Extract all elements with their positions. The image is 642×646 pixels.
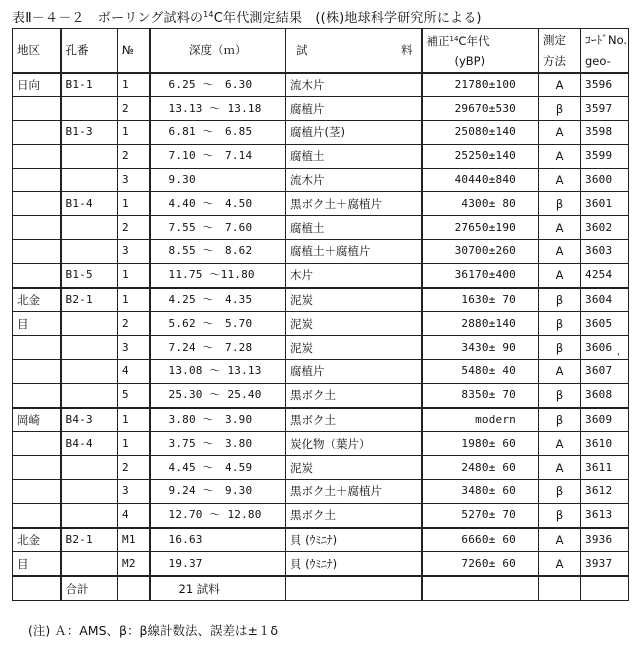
cell-no: 1 [118, 121, 150, 145]
header-depth: 深度（ｍ） [150, 29, 286, 73]
cell-method: A [539, 528, 581, 552]
cell-depth: 12.70 ～ 12.80 [150, 503, 286, 527]
cell-depth: 5.62 ～ 5.70 [150, 312, 286, 336]
cell-age: 40440±840 [422, 168, 539, 192]
cell-sample: 流木片 [286, 168, 422, 192]
cell-hole [61, 336, 118, 360]
cell-code: 3613 [581, 503, 629, 527]
cell-sample: 泥炭 [286, 456, 422, 480]
cell-no: 4 [118, 503, 150, 527]
cell-code: 4254 [581, 263, 629, 287]
table-row [13, 336, 629, 360]
cell-age: 5480± 40 [422, 360, 539, 384]
cell-depth: 7.10 ～ 7.14 [150, 144, 286, 168]
cell-depth: 3.75 ～ 3.80 [150, 432, 286, 456]
footnote: (注) Ａ：AMS、β：β線計数法、誤差は±１δ [28, 623, 279, 638]
cell-total-label: 合計 [61, 576, 118, 600]
cell-no: M2 [118, 552, 150, 576]
cell-age: 6660± 60 [422, 528, 539, 552]
cell-area [13, 360, 61, 384]
cell-hole [61, 480, 118, 504]
cell-sample: 黒ボク土 [286, 383, 422, 407]
cell-no: 1 [118, 432, 150, 456]
cell-method: β [539, 336, 581, 360]
table-row [13, 480, 629, 504]
cell-depth: 9.24 ～ 9.30 [150, 480, 286, 504]
cell-no: 3 [118, 336, 150, 360]
cell-age: 7260± 60 [422, 552, 539, 576]
cell-hole [61, 503, 118, 527]
cell-sample: 泥炭 [286, 336, 422, 360]
cell-depth: 11.75 ～11.80 [150, 263, 286, 287]
table-row [13, 97, 629, 121]
cell-age: 21780±100 [422, 73, 539, 97]
cell-age: 25250±140 [422, 144, 539, 168]
cell-sample: 黒ボク土＋腐植片 [286, 480, 422, 504]
cell-sample: 貝 (ｳﾐﾆﾅ) [286, 552, 422, 576]
cell-hole [61, 240, 118, 264]
cell-method: β [539, 192, 581, 216]
table-row [13, 383, 629, 407]
cell-hole [61, 456, 118, 480]
cell-depth: 19.37 [150, 552, 286, 576]
table-row [13, 456, 629, 480]
cell-code: 3936 [581, 528, 629, 552]
cell-method: β [539, 408, 581, 432]
cell-depth: 7.55 ～ 7.60 [150, 216, 286, 240]
title-suffix: C年代測定結果 ((株)地球科学研究所による) [213, 11, 482, 26]
cell-hole: B1-4 [61, 192, 118, 216]
cell-hole [61, 97, 118, 121]
cell-sample: 腐植土 [286, 216, 422, 240]
table-row [13, 168, 629, 192]
cell-code: 3608 [581, 383, 629, 407]
cell-depth: 13.08 ～ 13.13 [150, 360, 286, 384]
cell-total-sample [286, 576, 422, 600]
cell-age: modern [422, 408, 539, 432]
cell-code: 3612 [581, 480, 629, 504]
cell-code: 3600 [581, 168, 629, 192]
cell-hole: B1-3 [61, 121, 118, 145]
cell-code: 3610 [581, 432, 629, 456]
cell-depth: 4.40 ～ 4.50 [150, 192, 286, 216]
cell-no: 1 [118, 263, 150, 287]
cell-method: A [539, 240, 581, 264]
cell-total-area [13, 576, 61, 600]
cell-total-method [539, 576, 581, 600]
cell-area [13, 192, 61, 216]
cell-age: 8350± 70 [422, 383, 539, 407]
cell-area: 日向 [13, 73, 61, 97]
cell-depth: 3.80 ～ 3.90 [150, 408, 286, 432]
cell-area [13, 503, 61, 527]
cell-code: 3605 [581, 312, 629, 336]
cell-hole [61, 144, 118, 168]
cell-area [13, 383, 61, 407]
cell-area [13, 263, 61, 287]
cell-age: 2880±140 [422, 312, 539, 336]
cell-sample: 黒ボク土 [286, 503, 422, 527]
cell-hole [61, 216, 118, 240]
cell-depth: 16.63 [150, 528, 286, 552]
table-row [13, 503, 629, 527]
cell-depth: 9.30 [150, 168, 286, 192]
cell-method: A [539, 121, 581, 145]
cell-area [13, 216, 61, 240]
cell-age: 1630± 70 [422, 288, 539, 312]
cell-hole [61, 360, 118, 384]
cell-no: 3 [118, 240, 150, 264]
cell-method: β [539, 480, 581, 504]
cell-area [13, 121, 61, 145]
cell-hole [61, 552, 118, 576]
cell-age: 3480± 60 [422, 480, 539, 504]
cell-method: β [539, 312, 581, 336]
cell-sample: 流木片 [286, 73, 422, 97]
header-method: 測定 [539, 29, 581, 52]
table-row [13, 528, 629, 552]
cell-sample: 泥炭 [286, 288, 422, 312]
cell-age: 2480± 60 [422, 456, 539, 480]
cell-method: β [539, 383, 581, 407]
cell-code: 3604 [581, 288, 629, 312]
header-no: № [118, 29, 150, 73]
header-sample-right: 料 [401, 43, 413, 58]
cell-age: 36170±400 [422, 263, 539, 287]
table-row [13, 288, 629, 312]
cell-no: 1 [118, 73, 150, 97]
cell-code: 3602 [581, 216, 629, 240]
table-row [13, 312, 629, 336]
cell-area [13, 97, 61, 121]
cell-hole: B4-3 [61, 408, 118, 432]
table-row [13, 432, 629, 456]
cell-no: 1 [118, 408, 150, 432]
cell-area: 北金 [13, 528, 61, 552]
cell-age: 4300± 80 [422, 192, 539, 216]
cell-no: 3 [118, 480, 150, 504]
cell-sample: 貝 (ｳﾐﾆﾅ) [286, 528, 422, 552]
cell-code: 3599 [581, 144, 629, 168]
header-sample-left: 試 [296, 43, 308, 58]
cell-area [13, 240, 61, 264]
cell-code: 3611 [581, 456, 629, 480]
cell-depth: 25.30 ～ 25.40 [150, 383, 286, 407]
cell-no: 4 [118, 360, 150, 384]
cell-area [13, 456, 61, 480]
cell-area: 目 [13, 312, 61, 336]
cell-sample: 腐植土 [286, 144, 422, 168]
cell-hole: B4-4 [61, 432, 118, 456]
cell-code: 3601 [581, 192, 629, 216]
table-row [13, 240, 629, 264]
cell-age: 5270± 70 [422, 503, 539, 527]
cell-sample: 腐植片 [286, 97, 422, 121]
cell-method: A [539, 263, 581, 287]
cell-code: 3609 [581, 408, 629, 432]
cell-age: 29670±530 [422, 97, 539, 121]
cell-depth: 13.13 ～ 13.18 [150, 97, 286, 121]
title-prefix: 表Ⅱ－４－２ ボーリング試料の [12, 11, 204, 26]
header-sample [286, 29, 422, 73]
cell-hole: B2-1 [61, 288, 118, 312]
table-row [13, 263, 629, 287]
cell-sample: 腐植片(茎) [286, 121, 422, 145]
cell-code: 3937 [581, 552, 629, 576]
cell-depth: 7.24 ～ 7.28 [150, 336, 286, 360]
cell-no: 3 [118, 168, 150, 192]
cell-hole: B1-1 [61, 73, 118, 97]
cell-method: A [539, 73, 581, 97]
cell-depth: 8.55 ～ 8.62 [150, 240, 286, 264]
cell-code: 3603 [581, 240, 629, 264]
cell-method: A [539, 552, 581, 576]
cell-area [13, 168, 61, 192]
cell-area: 北金 [13, 288, 61, 312]
cell-depth: 6.25 ～ 6.30 [150, 73, 286, 97]
table-row [13, 73, 629, 97]
title-superscript: 14 [203, 10, 214, 19]
cell-no: 1 [118, 192, 150, 216]
cell-total-age [422, 576, 539, 600]
cell-code: 3598 [581, 121, 629, 145]
cell-sample: 腐植土＋腐植片 [286, 240, 422, 264]
cell-area [13, 144, 61, 168]
header-row-1 [13, 29, 629, 52]
table-title [12, 4, 638, 26]
cell-area [13, 432, 61, 456]
cell-area: 目 [13, 552, 61, 576]
cell-method: A [539, 168, 581, 192]
cell-total-no [118, 576, 150, 600]
table-body [13, 73, 629, 601]
cell-sample: 泥炭 [286, 312, 422, 336]
table-row [13, 216, 629, 240]
table-row [13, 144, 629, 168]
cell-age: 25080±140 [422, 121, 539, 145]
cell-age: 30700±260 [422, 240, 539, 264]
header-area: 地区 [13, 29, 61, 73]
cell-method: A [539, 144, 581, 168]
header-age: 補正$^{14}$C年代 [422, 29, 539, 52]
cell-total-count: 21 試料 [150, 576, 286, 600]
stray-mark: ' [617, 352, 620, 363]
cell-age: 3430± 90 [422, 336, 539, 360]
table-row [13, 552, 629, 576]
cell-sample: 腐植片 [286, 360, 422, 384]
cell-hole [61, 312, 118, 336]
total-row [13, 576, 629, 600]
cell-no: 1 [118, 288, 150, 312]
cell-age: 27650±190 [422, 216, 539, 240]
cell-no: 2 [118, 312, 150, 336]
cell-no: 2 [118, 144, 150, 168]
cell-method: β [539, 97, 581, 121]
cell-code: 3607 [581, 360, 629, 384]
cell-method: A [539, 216, 581, 240]
cell-method: β [539, 503, 581, 527]
table-row [13, 192, 629, 216]
cell-depth: 4.45 ～ 4.59 [150, 456, 286, 480]
cell-hole [61, 383, 118, 407]
cell-code: 3597 [581, 97, 629, 121]
table-row [13, 121, 629, 145]
cell-sample: 黒ボク土＋腐植片 [286, 192, 422, 216]
cell-method: β [539, 288, 581, 312]
cell-no: M1 [118, 528, 150, 552]
cell-sample: 木片 [286, 263, 422, 287]
header-age-unit: (yBP) [422, 51, 539, 73]
header-code: ｺｰﾄﾞNo. [581, 29, 629, 52]
cell-sample: 黒ボク土 [286, 408, 422, 432]
cell-no: 2 [118, 456, 150, 480]
cell-depth: 6.81 ～ 6.85 [150, 121, 286, 145]
cell-code: 3596 [581, 73, 629, 97]
cell-area [13, 336, 61, 360]
cell-age: 1980± 60 [422, 432, 539, 456]
header-hole: 孔番 [61, 29, 118, 73]
cell-no: 2 [118, 216, 150, 240]
table-row [13, 408, 629, 432]
cell-code: 3606 [581, 336, 629, 360]
cell-hole: B2-1 [61, 528, 118, 552]
table-row [13, 360, 629, 384]
cell-area: 岡崎 [13, 408, 61, 432]
cell-no: 2 [118, 97, 150, 121]
cell-depth: 4.25 ～ 4.35 [150, 288, 286, 312]
cell-sample: 炭化物（葉片） [286, 432, 422, 456]
cell-hole [61, 168, 118, 192]
cell-no: 5 [118, 383, 150, 407]
cell-hole: B1-5 [61, 263, 118, 287]
cell-method: A [539, 360, 581, 384]
header-method-2: 方法 [539, 51, 581, 73]
cell-area [13, 480, 61, 504]
results-table [12, 28, 629, 601]
header-code-2: geo- [581, 51, 629, 73]
cell-method: A [539, 432, 581, 456]
cell-total-code [581, 576, 629, 600]
cell-method: A [539, 456, 581, 480]
